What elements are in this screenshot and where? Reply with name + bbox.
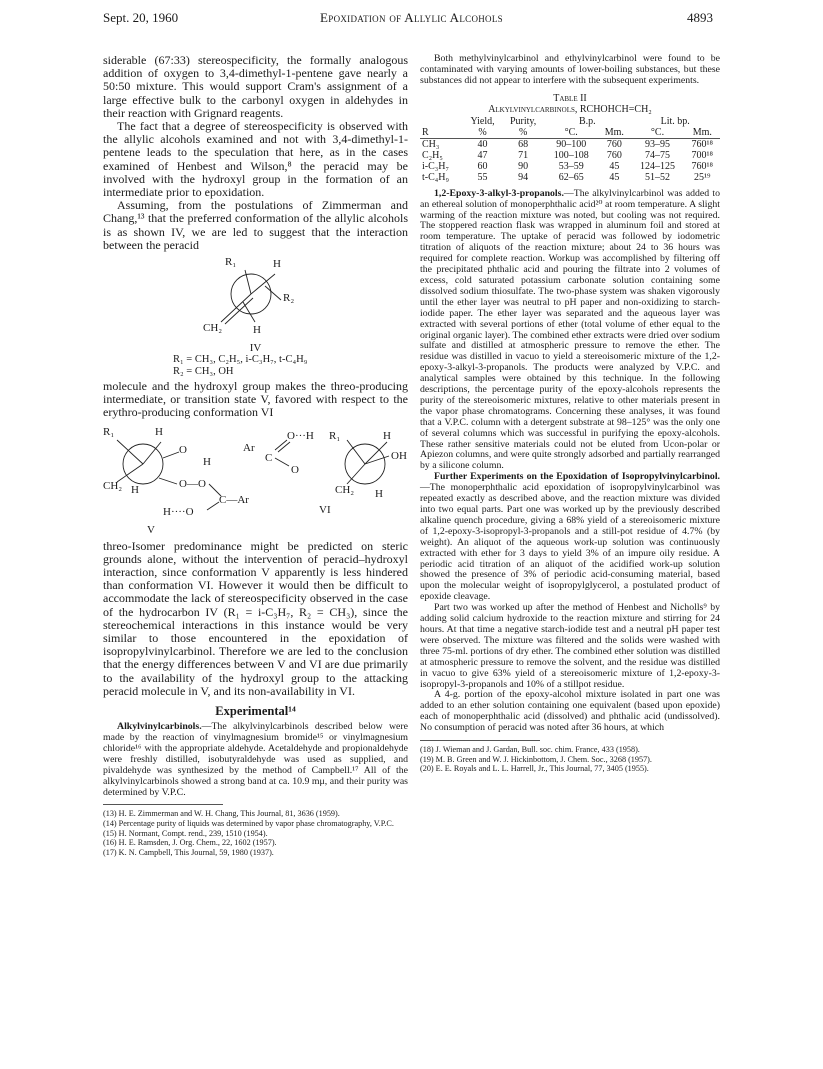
table-header-top-cell: B.p. [578, 115, 596, 127]
iv-label: IV [249, 342, 262, 355]
footnote-14: (14) Percentage purity of liquids was determined by vapor phase chromatography, V.P.C. [103, 819, 394, 829]
table-cell: 760¹⁸ [691, 160, 714, 172]
left-column [103, 54, 408, 857]
table-cell: 68 [518, 138, 529, 150]
table-cell: 90 [518, 160, 529, 172]
table-cell: 90–100 [556, 138, 587, 150]
table-header-cell: % [518, 126, 528, 138]
right-paragraph-5: A 4-g. portion of the epoxy-alcohol mixture isolated in part one was added to an ether solution containing one equivalent (based upon epoxide) each of monoperphthalic acid (dissolved) and phthalic acid (undissolved). No consumption of peracid was noted after 36 hours, at which [420, 689, 720, 734]
table-cell: 45 [609, 171, 620, 183]
v-c-ar: C—Ar [219, 493, 249, 506]
table-cell: 100–108 [553, 149, 589, 161]
iv-r2: R₂ [283, 292, 295, 305]
v-r1: R₁ [103, 425, 115, 438]
table-header-top-cell: Purity, [509, 115, 537, 127]
table-cell: 40 [477, 138, 488, 150]
v-h1: H [155, 425, 163, 438]
table-cell: 62–65 [558, 171, 584, 183]
vi-r1: R₁ [329, 429, 341, 442]
table-header-cell: °C. [650, 126, 665, 138]
table-ii [420, 116, 720, 183]
table-cell: CH₃ [422, 138, 440, 150]
right-paragraph-2 [420, 189, 720, 473]
table-cell: t-C₄H₉ [422, 171, 449, 183]
vi-c: C [265, 451, 273, 464]
further-run-in-head: Further Experiments on the Epoxidation of Isopropylvinylcarbinol. [434, 471, 720, 483]
v-h2: H [203, 455, 211, 468]
vi-ar: Ar [243, 441, 255, 454]
table-header-cell: Mm. [604, 126, 624, 138]
table-cell: 51–52 [645, 171, 670, 183]
vi-oh: OH [391, 449, 407, 462]
header-date: Sept. 20, 1960 [103, 10, 179, 25]
table-cell: 760¹⁸ [691, 138, 714, 150]
iv-h-bottom: H [253, 324, 261, 337]
table-row [420, 138, 720, 150]
table-cell: 55 [477, 171, 488, 183]
footnote-16: (16) H. E. Ramsden, J. Org. Chem., 22, 1602 (1957). [103, 838, 277, 848]
vi-o-h: O···H [287, 429, 314, 442]
table-cell: 53–59 [558, 160, 584, 172]
table-cell: 71 [518, 149, 529, 161]
table-cell: 94 [518, 171, 529, 183]
left-paragraph-4: molecule and the hydroxyl group makes the threo-producing intermediate, or transition state V, favored with respect to the erythro-producing conformation VI [103, 379, 408, 420]
left-paragraph-5: threo-Isomer predominance might be predicted on steric grounds alone, without the intervention of peracid–hydroxyl interaction, since conformation V apparently is less hindered than conformation VI. However it would then be difficult to accommodate the lack of stereospecificity observed in the case of the hydrocarbon IV (R₁ = i-C₃H₇, R₂ = CH₃), since the stereochemical interactions in this instance would be very similar to those encountered in the epoxidation of isopropylvinylcarbinol. Therefore we are led to the conclusion that the energy differences between V and VI are due primarily to the availability of the hydroxyl group to the attacking peracid molecule in V, and its non-availability in VI. [103, 538, 408, 698]
table-row [420, 161, 720, 172]
epoxy-text: —The alkylvinylcarbinol was added to an ethereal solution of monoperphthalic acid²⁰ at room temperature. A slight warming of the reaction mixture was noted, but cooling was not required. The stoppered reaction flask was wrapped in aluminum foil and stored at room temperature. The uptake of peracid was followed by iodometric titration of aliquots of the reaction mixture; about 24 to 36 hours was required for complete reaction. Workup was accomplished by filtering off the precipitated phthalic acid and pouring the filtrate into 2 volumes of excess, cold saturated potassium carbonate solution containing some dissolved sodium thiosulfate. The two-phase system was shaken vigorously until the ether layer was neutral to pH paper and non-oxidizing to starch-iodide paper. The ether layer was separated and the aqueous layer was extracted with several portions of ether (total volume of ether equal to the original organic layer). The combined ether extracts were dried over sodium sulfate and distilled at atmospheric pressure to remove the ether. The residue was distilled in vacuo to yield a stereoisomeric mixture of the 1,2-epoxy-3-alkyl-3-propanols. The products were analyzed by V.P.C. and analytical samples were obtained by this technique. In the following descriptions, the percentage purity of the epoxy-alcohols represents the purity of the stereoisomeric mixtures, relative to other materials present in the vapor phase chromatograms. Concerning these analyses, it was found that a V.P.C. column with a detergent substrate at 98–125° was the only one of several columns which was successful in purifying the epoxy-alcohols. These rather sensitive materials could not be eluted from Ucon-polar or Apiezon columns, and were quite strongly adsorbed and partially rearranged by a silicone column. [420, 187, 720, 472]
table-cell: 47 [477, 149, 488, 161]
footnote-15: (15) H. Normant, Compt. rend., 239, 1510 (1954). [103, 828, 268, 838]
table-label: Table II [553, 92, 587, 104]
table-cell: 760 [606, 138, 622, 150]
table-cell: 700¹⁸ [691, 149, 714, 161]
table-row [420, 150, 720, 161]
iv-def-r2: R₂ = CH₃, OH [173, 366, 234, 378]
table-cell: 45 [609, 160, 620, 172]
vi-h1: H [383, 429, 391, 442]
table-header-top-cell [420, 116, 463, 127]
experimental-paragraph [103, 722, 408, 798]
iv-h-top: H [273, 258, 281, 271]
left-paragraph-3: Assuming, from the postulations of Zimmerman and Chang,¹³ that the preferred conformation of the allylic alcohols is as shown IV, we are led to suggest that the interaction between the peracid [103, 198, 408, 252]
vi-label: VI [319, 503, 331, 516]
iv-def-r1: R₁ = CH₃, C₂H₅, i-C₃H₇, t-C₄H₉ [173, 354, 308, 366]
v-ch2: CH₂ [103, 479, 123, 492]
table-cell: C₂H₅ [422, 149, 443, 161]
footnote-13: (13) H. E. Zimmerman and W. H. Chang, This Journal, 81, 3636 (1959). [103, 809, 340, 819]
table-title: Alkylvinylcarbinols, RCHOHCH=CH₂ [488, 103, 652, 115]
v-o1: O [179, 443, 187, 456]
running-title: Epoxidation of Allylic Alcohols [320, 10, 503, 25]
left-paragraph-2: The fact that a degree of stereospecificity is observed with the allylic alcohols examined and not with 3,4-dimethyl-1-pentene leads to the speculation that here, as in the cases examined of Henbest and Wilson,⁸ the peracid may be involved with the hydroxyl group in the formation of an intermediate prior to epoxidation. [103, 119, 408, 200]
table-cell: 760 [606, 149, 622, 161]
table-header-cell: % [478, 126, 487, 138]
vi-o: O [291, 463, 299, 476]
iv-r1: R₁ [225, 256, 237, 269]
table-cell: 93–95 [645, 138, 670, 150]
experimental-heading: Experimental¹⁴ [215, 704, 296, 719]
footnote-20: (20) E. E. Royals and L. L. Harrell, Jr., This Journal, 77, 3405 (1955). [420, 764, 649, 774]
table-cell: i-C₃H₇ [422, 160, 449, 172]
footnote-17: (17) K. N. Campbell, This Journal, 59, 1980 (1937). [103, 847, 274, 857]
v-label: V [147, 523, 155, 536]
footnote-rule-left [103, 804, 223, 805]
v-o2: O—O [179, 477, 206, 490]
left-paragraph-1: siderable (67:33) stereospecificity, the formally analogous addition of oxygen to 3,4-dimethyl-1-pentene gave nearly a 50:50 mixture. This would support Cram's assignment of a large effective bulk to the carbonyl oxygen in aldehydes in their reaction with Grignard reagents. [103, 53, 408, 120]
footnote-18: (18) J. Wieman and J. Gardan, Bull. soc. chim. France, 433 (1958). [420, 745, 640, 755]
table-header-top-cell: Lit. bp. [660, 115, 690, 127]
v-h-o: H····O [163, 505, 194, 518]
structure-iv [103, 256, 408, 344]
table-header-cell: Mm. [692, 126, 712, 138]
structures-v-vi-drawing [103, 426, 408, 536]
structures-v-vi [103, 426, 408, 536]
table-header-row [420, 127, 720, 139]
table-cell: 124–125 [640, 160, 675, 172]
table-header-row-top [420, 116, 720, 127]
footnote-19: (19) M. B. Green and W. J. Hickinbottom, J. Chem. Soc., 3268 (1957). [420, 754, 652, 764]
page-number: 4893 [687, 10, 713, 25]
vi-ch2: CH₂ [335, 483, 355, 496]
experimental-text: —The alkylvinylcarbinols described below were made by the reaction of vinylmagnesium bromide¹⁵ or vinylmagnesium chloride¹⁶ with the appropriate aldehyde. Acetaldehyde and propionaldehyde were freshly distilled, isobutyraldehyde was used as supplied, and pivaldehyde was synthesized by the method of Campbell.¹⁷ All of the alkylvinylcarbinols showed a strong band at ca. 10.9 mμ, and their purity was determined by V.P.C. [103, 721, 408, 798]
table-cell: 25¹⁹ [694, 171, 711, 183]
table-header-top-cell: Yield, [470, 115, 495, 127]
table-cell: 74–75 [645, 149, 670, 161]
iv-ch2: CH₂ [203, 322, 223, 335]
further-text: —The monoperphthalic acid epoxidation of isopropylvinylcarbinol was repeated exactly as described above, and the reaction mixture was divided into two equal parts. Part one was worked up by the previously described alkaline quench procedure, giving a 68% yield of a stereoisomeric mixture of 1,2-epoxy-3-isopropyl-3-propanols and a still-pot residue of 4.7% (by weight). An aliquot of the aqueous work-up solution was continuously extracted with ether for 3 days to yield 3% of an impure oily residue. A periodic acid titration of an aliquot of the acidified work-up solution showed the presence of 3% of periodic acid-consuming material, based upon the molecular weight of isopropylglycerol, a postulated product of epoxide cleavage. [420, 482, 720, 603]
epoxy-run-in-head: 1,2-Epoxy-3-alkyl-3-propanols. [434, 187, 564, 199]
footnote-rule-right [420, 740, 540, 741]
v-h3: H [131, 483, 139, 496]
right-paragraph-1: Both methylvinylcarbinol and ethylvinylcarbinol were found to be contaminated with varying amounts of lower-boiling substances, but these substances did not appear to interfere with the subsequent experiments. [420, 53, 720, 86]
table-header-cell: R [422, 126, 429, 138]
right-column [420, 54, 720, 774]
right-paragraph-3 [420, 472, 720, 603]
experimental-run-in-head: Alkylvinylcarbinols. [117, 721, 202, 733]
table-header-cell: °C. [564, 126, 578, 138]
table-row [420, 172, 720, 183]
right-paragraph-4: Part two was worked up after the method of Henbest and Nicholls⁹ by adding solid calcium hydroxide to the reaction mixture and stirring for 24 hours. At that time a negative starch-iodide test and a neutral pH paper test were observed. The mixture was filtered and the solids were washed with three 75-ml. portions of dry ether. The combined ether solution was distilled at atmospheric pressure to remove the solvent, and the residue was distilled in vacuo to give 63% yield of a stereoisomeric mixture of 1,2-epoxy-3-isopropyl-3-propanols and 10% of a stillpot residue. [420, 602, 720, 690]
table-cell: 60 [477, 160, 488, 172]
vi-h2: H [375, 487, 383, 500]
